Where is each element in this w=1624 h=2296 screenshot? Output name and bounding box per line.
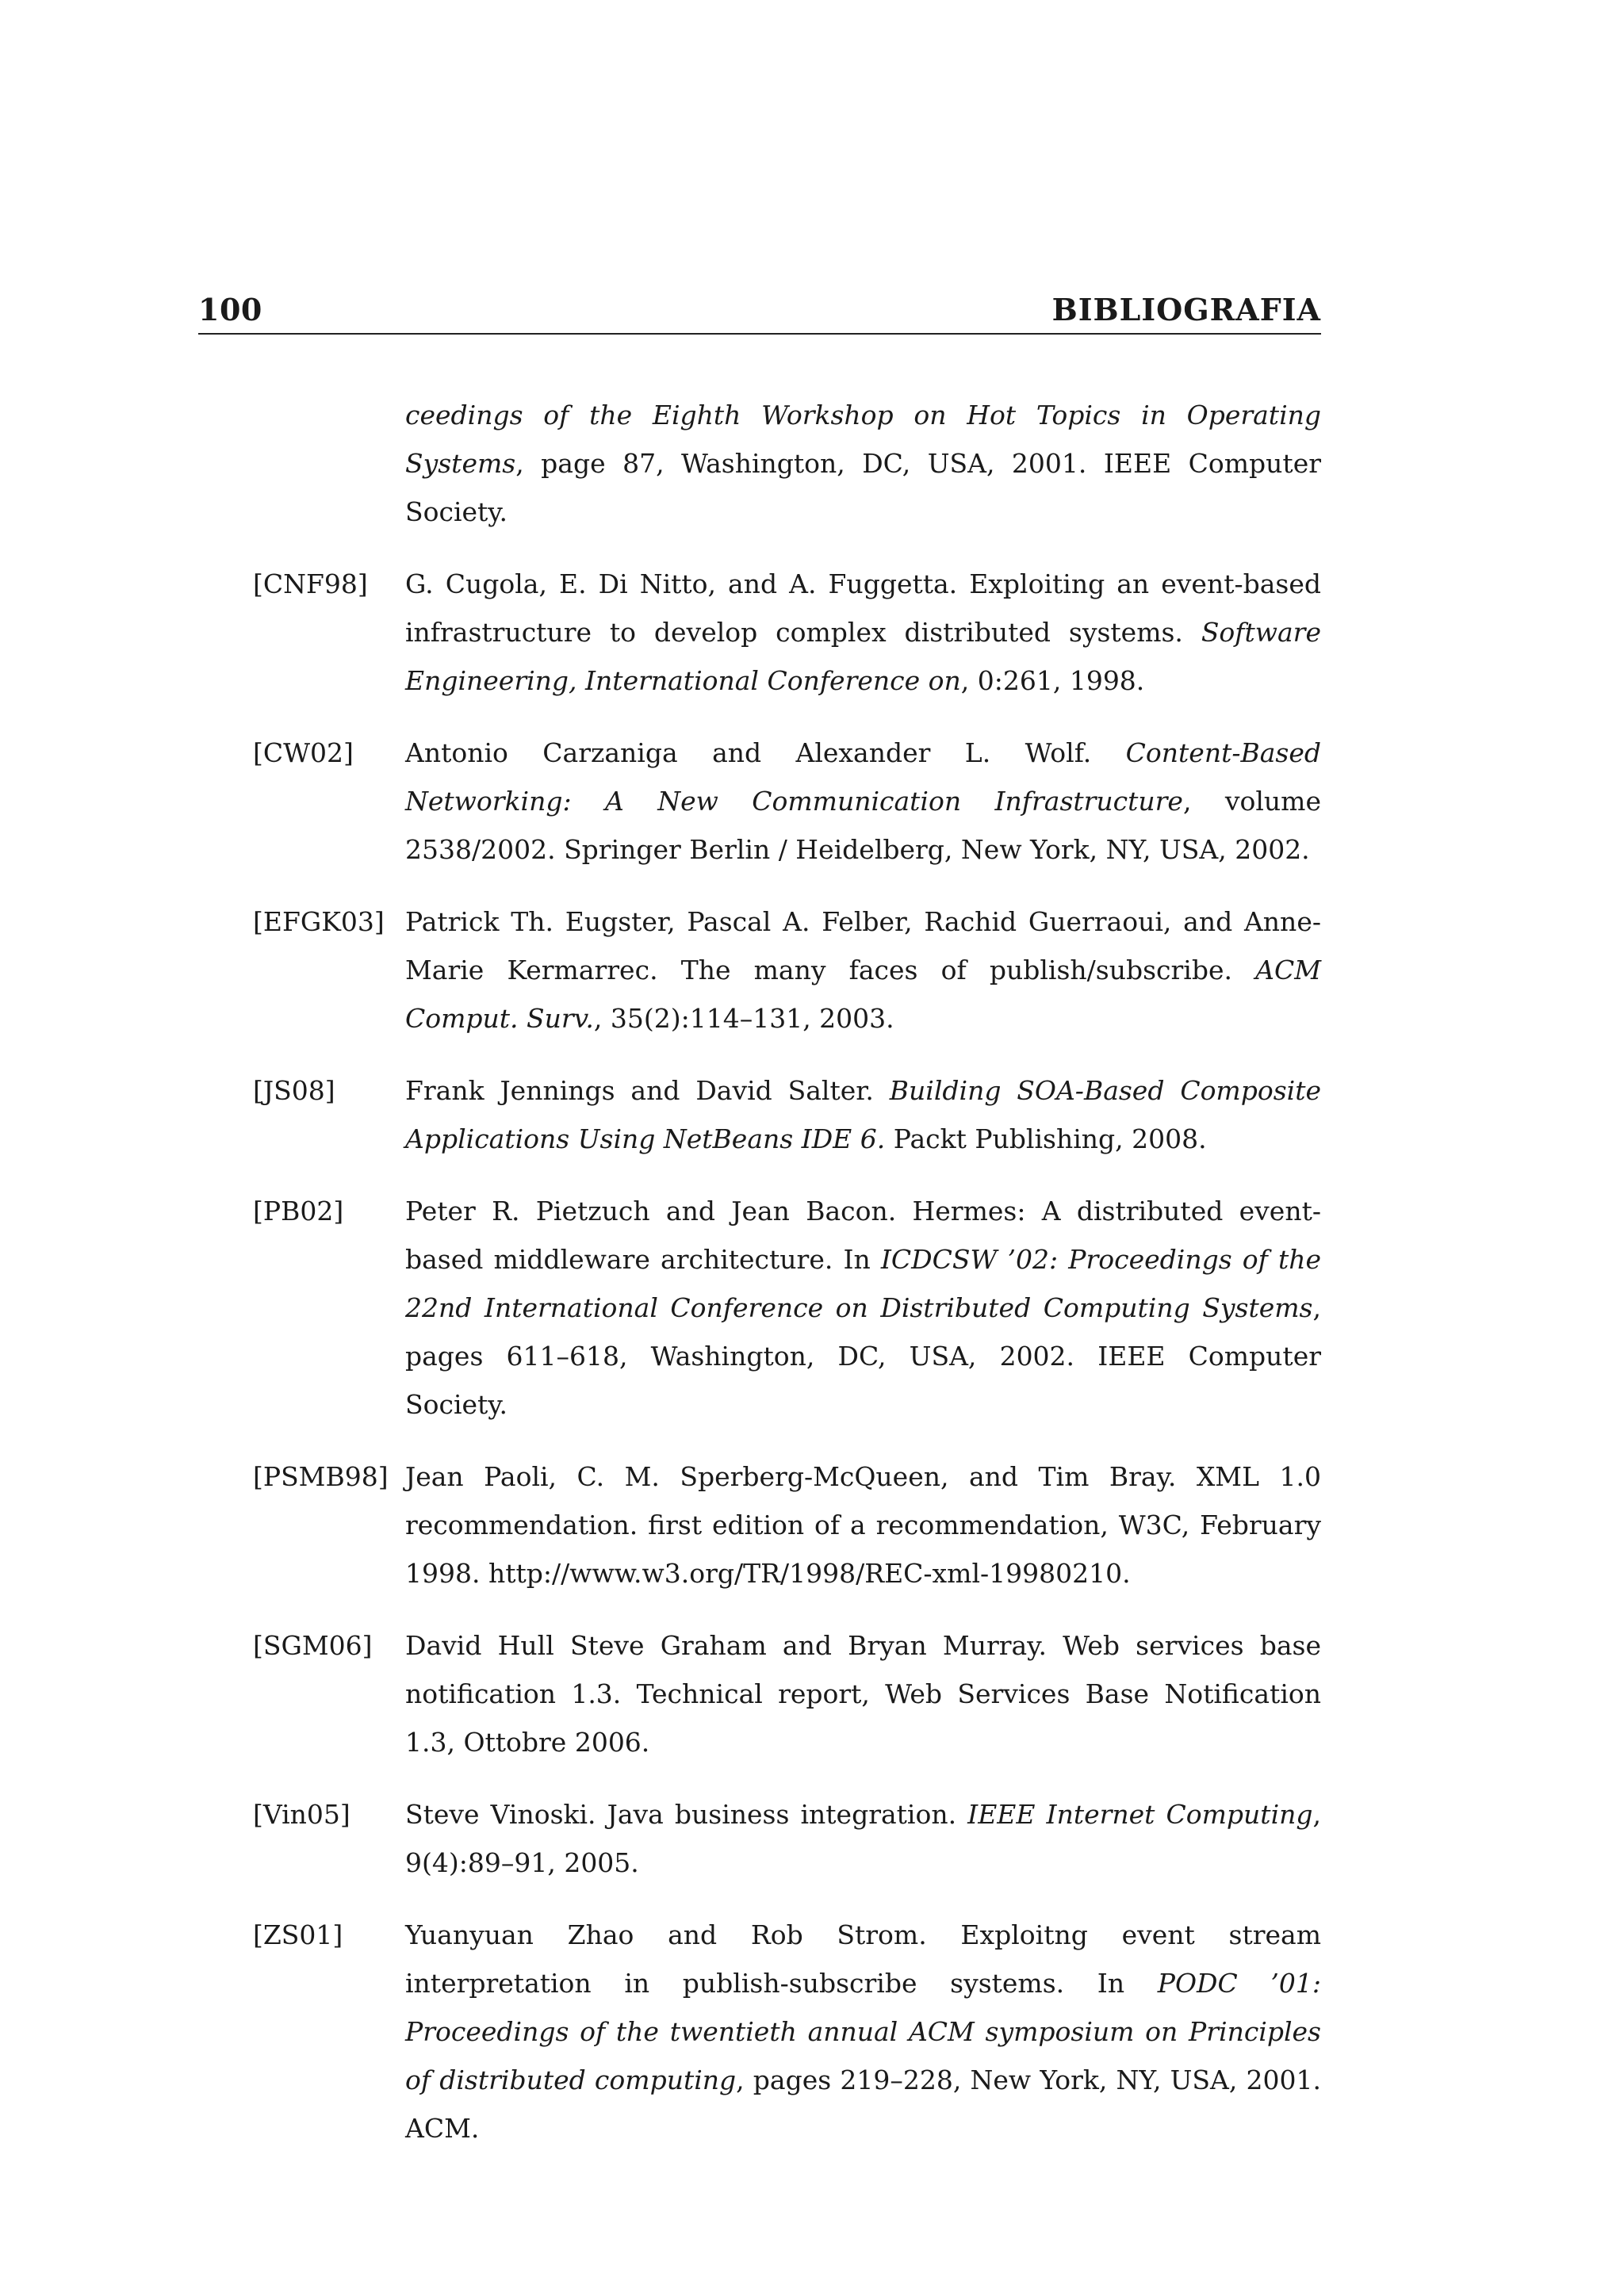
entry-text — [405, 729, 1321, 874]
text-run: , pages 611–618, Washington, DC, USA, 2002. IEEE Computer Society. — [405, 1292, 1321, 1420]
entry-text — [405, 897, 1321, 1043]
bibliography-entry — [198, 1621, 1321, 1766]
bibliography-entry — [198, 897, 1321, 1043]
bibliography-entry — [198, 1187, 1321, 1429]
citation-key: [PSMB98] — [253, 1461, 389, 1492]
text-run: , pages 219–228, New York, NY, USA, 2001. ACM. — [405, 2064, 1321, 2144]
text-run: , page 87, Washington, DC, USA, 2001. IEEE Computer Society. — [405, 448, 1321, 527]
bibliography-list — [198, 391, 1321, 2176]
text-run: Frank Jennings and David Salter. — [405, 1075, 890, 1106]
italic-text: ACM Comput. Surv. — [405, 955, 1321, 1034]
italic-text: IEEE Internet Computing — [967, 1799, 1313, 1830]
text-run: , 9(4):89–91, 2005. — [405, 1799, 1321, 1878]
bibliography-entry — [198, 1066, 1321, 1163]
entry-text — [405, 1187, 1321, 1429]
entry-text — [405, 1452, 1321, 1598]
italic-text: Software Engineering, International Conference on — [405, 617, 1321, 696]
text-run: G. Cugola, E. Di Nitto, and A. Fuggetta. Exploiting an event-based infrastructure to develop complex distributed systems. — [405, 568, 1321, 648]
page-number: 100 — [198, 292, 262, 327]
text-run: , 35(2):114–131, 2003. — [593, 1003, 894, 1034]
entry-text — [405, 1911, 1321, 2152]
text-run: David Hull Steve Graham and Bryan Murray. Web services base notification 1.3. Technical report, Web Services Base Notification 1.3, Ottobre 2006. — [405, 1630, 1321, 1758]
citation-key: [JS08] — [253, 1075, 335, 1106]
citation-key: [CW02] — [253, 737, 354, 768]
running-head: BIBLIOGRAFIA — [1051, 292, 1321, 327]
citation-key: [CNF98] — [253, 568, 368, 599]
bibliography-entry — [198, 1911, 1321, 2152]
page-header — [198, 289, 1321, 335]
text-run: Antonio Carzaniga and Alexander L. Wolf. — [405, 737, 1126, 768]
citation-key: [EFGK03] — [253, 906, 385, 937]
text-run: , volume 2538/2002. Springer Berlin / Heidelberg, New York, NY, USA, 2002. — [405, 786, 1321, 865]
citation-key: [PB02] — [253, 1196, 344, 1226]
text-run: Yuanyuan Zhao and Rob Strom. Exploitng event stream interpretation in publish-subscribe systems. In — [405, 1919, 1321, 1999]
italic-text: ICDCSW ’02: Proceedings of the 22nd International Conference on Distributed Computing Systems — [405, 1244, 1321, 1323]
bibliography-entries — [198, 560, 1321, 2152]
bibliography-continuation — [198, 391, 1321, 536]
text-run: Steve Vinoski. Java business integration. — [405, 1799, 968, 1830]
citation-key: [ZS01] — [253, 1919, 343, 1950]
citation-key: [Vin05] — [253, 1799, 350, 1830]
entry-text — [405, 560, 1321, 705]
italic-text: Building SOA-Based Composite Applications Using NetBeans IDE 6. — [405, 1075, 1321, 1154]
bibliography-entry — [198, 560, 1321, 705]
bibliography-entry — [198, 1790, 1321, 1887]
italic-text: PODC ’01: Proceedings of the twentieth annual ACM symposium on Principles of distributed computing — [405, 1968, 1321, 2095]
text-run: Packt Publishing, 2008. — [885, 1123, 1207, 1154]
entry-text — [405, 1621, 1321, 1766]
bibliography-entry — [198, 729, 1321, 874]
italic-text: ceedings of the Eighth Workshop on Hot Topics in Operating Systems — [405, 400, 1321, 479]
bibliography-entry — [198, 1452, 1321, 1598]
entry-text — [405, 1790, 1321, 1887]
citation-key: [SGM06] — [253, 1630, 373, 1661]
entry-text — [405, 391, 1321, 536]
text-run: Peter R. Pietzuch and Jean Bacon. Hermes: A distributed event-based middleware architecture. In — [405, 1196, 1321, 1275]
text-run: Patrick Th. Eugster, Pascal A. Felber, Rachid Guerraoui, and Anne-Marie Kermarrec. The many faces of publish/subscribe. — [405, 906, 1321, 985]
text-run: Jean Paoli, C. M. Sperberg-McQueen, and Tim Bray. XML 1.0 recommendation. first edition of a recommendation, W3C, February 1998. http://www.w3.org/TR/1998/REC-xml-19980210. — [405, 1461, 1321, 1589]
text-run: , 0:261, 1998. — [960, 665, 1145, 696]
entry-text — [405, 1066, 1321, 1163]
italic-text: Content-Based Networking: A New Communication Infrastructure — [405, 737, 1321, 817]
